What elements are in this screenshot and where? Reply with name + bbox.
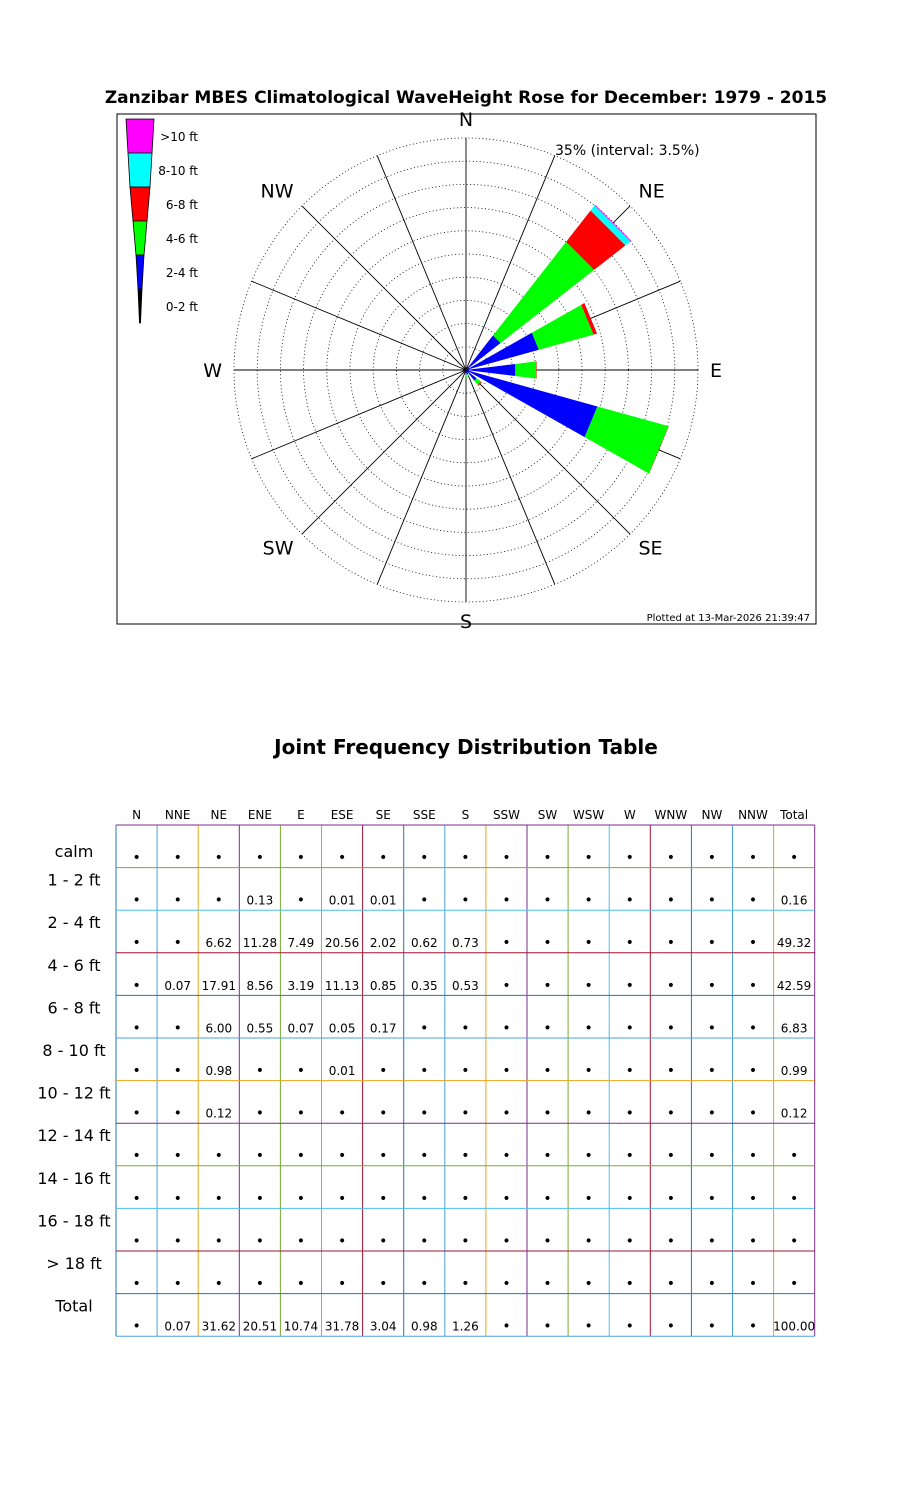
table-cell: • [789,1276,799,1292]
table-cell: • [748,977,758,994]
table-cell: • [379,1105,388,1122]
table-cell: • [625,850,634,866]
wedge-e-bin2 [515,361,536,378]
table-cell: • [420,1190,429,1207]
table-cell: • [625,1148,634,1165]
table-cell: 0.35 [410,978,438,993]
table-cell: • [461,1233,470,1250]
table-cell: • [255,1276,265,1292]
table-cell: • [173,850,182,866]
col-header-n: N [132,808,142,822]
table-cell: 0.07 [164,1319,192,1334]
col-header-total: Total [780,808,809,822]
table-cell: • [132,1105,141,1122]
table-cell: • [502,1276,511,1292]
table-cell: 0.01 [328,1064,356,1078]
spoke-nnw [377,156,466,370]
table-cell: • [666,1233,676,1250]
table-cell: • [461,850,470,866]
table-cell: • [173,1020,182,1037]
table-cell: 6.00 [205,1021,233,1036]
table-cell: 31.78 [324,1319,360,1334]
table-cell: • [502,1148,511,1165]
col-header-sse: SSE [412,808,436,822]
table-cell: • [748,1276,758,1292]
row-label: 10 - 12 ft [37,1083,111,1103]
table-cell: • [748,935,758,952]
table-cell: 31.62 [201,1319,236,1334]
table-cell: • [625,1020,634,1037]
table-cell: • [707,935,717,952]
table-cell: • [625,935,634,952]
table-cell: • [748,1318,758,1335]
table-cell: • [748,1105,758,1122]
table-cell: • [584,892,593,909]
col-header-w: W [623,808,636,822]
row-label: 1 - 2 ft [47,870,101,890]
table-cell: • [379,1190,388,1207]
table-cell: • [502,1318,511,1335]
legend-swatch-1 [128,153,152,187]
table-cell: 0.85 [369,978,397,993]
table-cell: • [543,1105,552,1122]
table-cell: • [707,1063,717,1079]
table-cell: • [337,1105,347,1122]
table-cell: 6.83 [780,1021,808,1036]
table-cell: • [420,1063,429,1079]
table-cell: • [748,1190,758,1207]
table-cell: • [502,1105,511,1122]
table-cell: • [584,1233,593,1250]
table-cell: • [502,977,511,994]
table-cell: • [666,1020,676,1037]
table-cell: • [379,1063,388,1079]
table-cell: • [132,1276,141,1292]
table-cell: • [584,1148,593,1165]
table-cell: • [420,1020,429,1037]
table-cell: 2.02 [369,936,397,951]
table-cell: • [461,1105,470,1122]
table-cell: • [132,1318,141,1335]
table-cell: • [132,1063,141,1079]
table-cell: • [748,1020,758,1037]
table-cell: • [132,892,141,909]
table-cell: • [461,1148,470,1165]
table-cell: • [748,1233,758,1250]
table-cell: • [173,1063,182,1079]
spoke-wsw [252,370,466,459]
table-cell: • [625,1105,634,1122]
col-header-wsw: WSW [572,808,605,822]
row-label: 16 - 18 ft [37,1211,111,1231]
scale-label: 35% (interval: 3.5%) [555,143,700,159]
table-cell: • [296,1105,306,1122]
compass-label-ne: NE [638,180,665,203]
legend-label-1: 8-10 ft [158,164,198,178]
table-cell: • [296,1276,306,1292]
row-label: 12 - 14 ft [37,1126,111,1146]
compass-label-sw: SW [262,537,294,560]
table-cell: • [748,850,758,866]
wedge-e-bin1 [466,364,515,376]
row-label: 14 - 16 ft [37,1168,111,1188]
table-cell: • [707,1318,717,1335]
table-cell: • [666,1190,676,1207]
col-header-sw: SW [537,808,558,822]
table-cell: • [173,1233,182,1250]
table-cell: • [584,935,593,952]
wedge-ese-bin1 [466,370,597,437]
compass-label-se: SE [638,537,663,560]
legend-label-2: 6-8 ft [165,198,198,212]
table-cell: 11.13 [324,978,360,993]
table-cell: • [337,1276,347,1292]
table-cell: • [461,892,470,909]
table-cell: • [666,1105,676,1122]
spoke-nw [302,206,466,370]
table-cell: • [132,977,141,994]
table-cell: 0.62 [410,936,438,951]
compass-label-nw: NW [260,180,294,203]
table-cell: • [255,850,265,866]
legend-swatch-3 [133,221,147,255]
table-cell: • [296,1063,306,1079]
table-cell: • [584,977,593,994]
legend-label-0: >10 ft [160,130,198,144]
table-title: Joint Frequency Distribution Table [274,735,658,759]
col-header-se: SE [375,808,391,822]
table-cell: 20.51 [242,1319,278,1334]
legend-swatch-4 [136,255,144,289]
table-cell: • [461,1190,470,1207]
row-label: > 18 ft [46,1254,102,1273]
table-cell: • [337,1148,347,1165]
table-cell: • [173,1105,182,1122]
spoke-sw [302,370,466,534]
table-cell: • [625,1190,634,1207]
table-cell: • [707,1276,717,1292]
row-label: 2 - 4 ft [47,913,101,933]
table-cell: • [543,1063,552,1079]
table-cell: • [214,1233,223,1250]
table-cell: • [132,935,141,952]
table-cell: • [584,850,593,866]
table-cell: 0.53 [452,978,479,993]
table-cell: • [255,1063,265,1079]
table-cell: • [584,1318,593,1335]
col-header-ene: ENE [247,808,272,822]
table-cell: • [543,1148,552,1165]
table-cell: • [255,1190,265,1207]
table-cell: • [625,1063,634,1079]
table-cell: • [625,977,634,994]
table-cell: • [584,1063,593,1079]
table-cell: • [543,935,552,952]
joint-frequency-table [0,800,900,1360]
table-cell: • [707,1105,717,1122]
row-label: Total [55,1296,93,1316]
table-cell: • [543,977,552,994]
table-cell: • [132,1190,141,1207]
table-cell: • [707,892,717,909]
compass-label-s: S [459,611,473,633]
table-cell: • [420,1148,429,1165]
table-cell: • [214,1276,223,1292]
table-cell: • [625,892,634,909]
table-cell: • [296,1233,306,1250]
compass-label-n: N [458,109,474,131]
table-cell: • [132,1233,141,1250]
table-cell: • [461,1276,470,1292]
table-cell: • [214,850,223,866]
table-cell: • [173,892,182,909]
table-cell: • [584,1190,593,1207]
wedge-s-bin2 [465,375,467,378]
table-cell: • [420,850,429,866]
wedge-ese-bin2 [585,406,669,473]
table-cell: 0.01 [369,893,397,908]
table-cell: • [502,892,511,909]
table-cell: • [173,1276,182,1292]
table-cell: • [502,1020,511,1037]
table-cell: 0.98 [205,1064,233,1078]
table-cell: • [666,1148,676,1165]
table-cell: • [666,850,676,866]
table-cell: • [625,1318,634,1335]
legend-label-4: 2-4 ft [165,266,198,280]
col-header-ne: NE [210,808,228,822]
table-cell: • [337,1190,347,1207]
table-cell: 3.19 [287,978,315,993]
table-cell: • [337,850,347,866]
table-cell: • [132,1020,141,1037]
table-cell: • [666,892,676,909]
table-cell: • [296,892,306,909]
legend-swatch-2 [130,187,150,221]
table-cell: 10.74 [283,1319,319,1334]
table-cell: • [584,1105,593,1122]
table-cell: 0.98 [410,1319,438,1334]
table-cell: • [502,935,511,952]
table-cell: 0.01 [328,893,356,908]
table-cell: 20.56 [324,936,360,951]
table-cell: 100.00 [773,1319,816,1334]
table-cell: 0.99 [780,1064,808,1078]
col-header-nw: NW [701,808,723,822]
legend-label-5: 0-2 ft [165,300,198,314]
table-cell: • [625,1233,634,1250]
table-cell: 3.04 [369,1319,397,1334]
col-header-e: E [297,808,305,822]
table-cell: • [707,1190,717,1207]
row-label: calm [54,842,94,861]
table-cell: • [255,1105,265,1122]
table-cell: • [296,850,306,866]
table-cell: 0.16 [780,893,808,908]
table-cell: 1.26 [452,1319,479,1334]
compass-label-e: E [710,360,723,382]
table-cell: • [584,1020,593,1037]
table-cell: • [707,1020,717,1037]
table-cell: 0.07 [287,1021,315,1036]
table-cell: • [420,1276,429,1292]
table-cell: • [132,1148,141,1165]
table-cell: • [543,1233,552,1250]
col-header-nne: NNE [164,808,191,822]
table-cell: 0.12 [205,1106,233,1121]
table-cell: 7.49 [287,936,315,951]
table-cell: • [543,850,552,866]
table-cell: • [214,1190,223,1207]
table-cell: • [707,1148,717,1165]
table-cell: • [748,892,758,909]
table-cell: • [666,1318,676,1335]
table-cell: • [214,892,223,909]
rose-title: Zanzibar MBES Climatological WaveHeight Rose for December: 1979 - 2015 [104,88,828,108]
legend-swatch-0 [126,119,154,153]
table-cell: • [748,1148,758,1165]
table-cell: 6.62 [205,936,233,951]
table-cell: • [625,1276,634,1292]
plotted-label: Plotted at 13-Mar-2026 21:39:47 [646,613,810,624]
table-cell: • [255,1233,265,1250]
table-cell: • [543,1190,552,1207]
col-header-ese: ESE [330,808,354,822]
table-cell: • [789,1233,799,1250]
table-cell: • [214,1148,223,1165]
col-header-wnw: WNW [654,808,688,822]
table-cell: 49.32 [776,936,812,951]
table-cell: • [461,1063,470,1079]
col-header-nnw: NNW [738,808,768,822]
legend-swatch-5 [138,289,142,323]
table-cell: • [543,1020,552,1037]
table-cell: • [543,892,552,909]
table-cell: • [707,1233,717,1250]
table-cell: 0.73 [452,936,479,951]
col-header-ssw: SSW [492,808,521,822]
row-label: 6 - 8 ft [47,998,101,1018]
table-cell: 11.28 [242,936,278,951]
row-label: 8 - 10 ft [42,1041,106,1060]
table-cell: • [296,1190,306,1207]
table-cell: • [296,1148,306,1165]
table-cell: • [502,850,511,866]
table-cell: • [502,1063,511,1079]
spoke-wnw [252,281,466,370]
table-cell: • [666,977,676,994]
table-cell: • [132,850,141,866]
table-cell: • [707,977,717,994]
table-cell: • [337,1233,347,1250]
table-cell: • [379,1233,388,1250]
spoke-ssw [377,370,466,584]
table-cell: 42.59 [776,978,812,993]
table-cell: • [173,1190,182,1207]
table-cell: • [173,1148,182,1165]
table-cell: • [789,1190,799,1207]
table-cell: • [789,850,799,866]
compass-label-w: W [203,360,222,382]
table-cell: 0.05 [328,1021,356,1036]
table-cell: • [379,850,388,866]
table-cell: 0.12 [780,1106,808,1121]
wave-rose-chart [0,0,900,640]
table-cell: 17.91 [201,978,236,993]
table-cell: 0.17 [369,1021,397,1036]
col-header-s: S [461,808,470,822]
table-cell: • [420,1233,429,1250]
table-cell: • [420,892,429,909]
table-cell: • [666,1276,676,1292]
table-cell: • [707,850,717,866]
table-cell: • [543,1318,552,1335]
table-cell: • [461,1020,470,1037]
table-cell: • [502,1233,511,1250]
legend-label-3: 4-6 ft [165,232,198,246]
table-cell: • [502,1190,511,1207]
table-cell: • [379,1276,388,1292]
table-cell: • [666,935,676,952]
table-cell: 0.55 [246,1021,274,1036]
table-cell: 0.07 [164,978,192,993]
table-cell: • [789,1148,799,1165]
table-cell: 8.56 [246,978,274,993]
table-cell: • [584,1276,593,1292]
table-cell: • [420,1105,429,1122]
table-cell: • [748,1063,758,1079]
table-cell: • [379,1148,388,1165]
table-cell: • [543,1276,552,1292]
table-cell: 0.13 [246,893,274,908]
row-label: 4 - 6 ft [47,955,101,975]
table-cell: • [255,1148,265,1165]
table-cell: • [666,1063,676,1079]
table-cell: • [173,935,182,952]
